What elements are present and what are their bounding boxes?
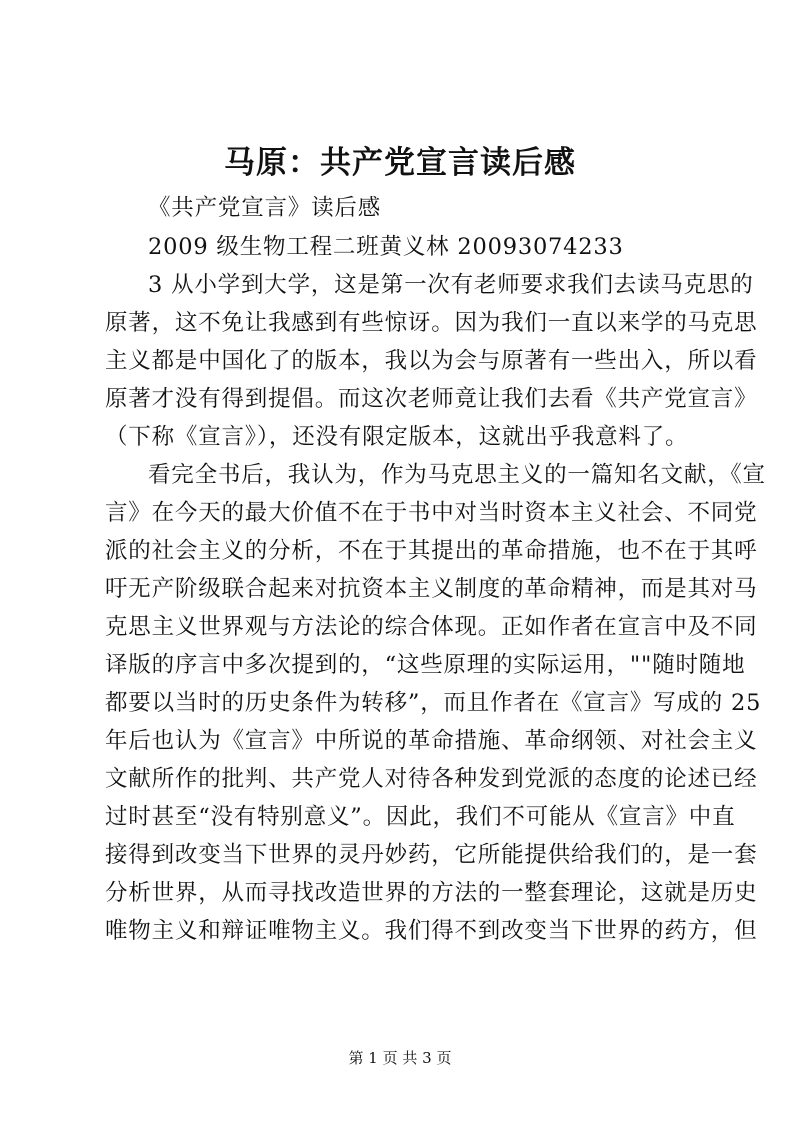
body-line-7: 言》在今天的最大价值不在于书中对当时资本主义社会、不同党 (105, 500, 758, 526)
body-line-10: 克思主义世界观与方法论的综合体现。正如作者在宣言中及不同 (105, 614, 758, 640)
body-line-15: 过时甚至“没有特别意义”。因此，我们不可能从《宣言》中直 (105, 804, 736, 830)
body-line-6: 看完全书后，我认为，作为马克思主义的一篇知名文献，《宣 (148, 462, 766, 488)
body-line-3: 主义都是中国化了的版本，我以为会与原著有一些出入，所以看 (105, 348, 758, 374)
subtitle-line: 《共产党宣言》读后感 (148, 195, 382, 221)
body-line-8: 派的社会主义的分析，不在于其提出的革命措施，也不在于其呼 (105, 538, 758, 564)
body-line-13: 年后也认为《宣言》中所说的革命措施、革命纲领、对社会主义 (105, 728, 758, 754)
body-line-14: 文献所作的批判、共产党人对待各种发到党派的态度的论述已经 (105, 766, 758, 792)
body-line-4: 原著才没有得到提倡。而这次老师竟让我们去看《共产党宣言》 (105, 386, 758, 412)
page-footer: 第 1 页 共 3 页 (348, 1049, 452, 1067)
author-line: 2009 级生物工程二班黄义林 20093074233 (148, 234, 624, 260)
body-line-11: 译版的序言中多次提到的，“这些原理的实际运用，""随时随地 (105, 652, 746, 678)
body-line-12: 都要以当时的历史条件为转移”，而且作者在《宣言》写成的 25 (105, 690, 762, 716)
body-line-2: 原著，这不免让我感到有些惊讶。因为我们一直以来学的马克思 (105, 310, 758, 336)
body-line-18: 唯物主义和辩证唯物主义。我们得不到改变当下世界的药方，但 (105, 918, 758, 944)
body-line-16: 接得到改变当下世界的灵丹妙药，它所能提供给我们的，是一套 (105, 842, 758, 868)
body-line-9: 吁无产阶级联合起来对抗资本主义制度的革命精神，而是其对马 (105, 576, 758, 602)
body-line-1: 3 从小学到大学，这是第一次有老师要求我们去读马克思的 (148, 272, 754, 298)
body-line-17: 分析世界，从而寻找改造世界的方法的一整套理论，这就是历史 (105, 880, 758, 906)
body-line-5: （下称《宣言》），还没有限定版本，这就出乎我意料了。 (105, 424, 689, 450)
page-title: 马原：共产党宣言读后感 (224, 145, 576, 181)
